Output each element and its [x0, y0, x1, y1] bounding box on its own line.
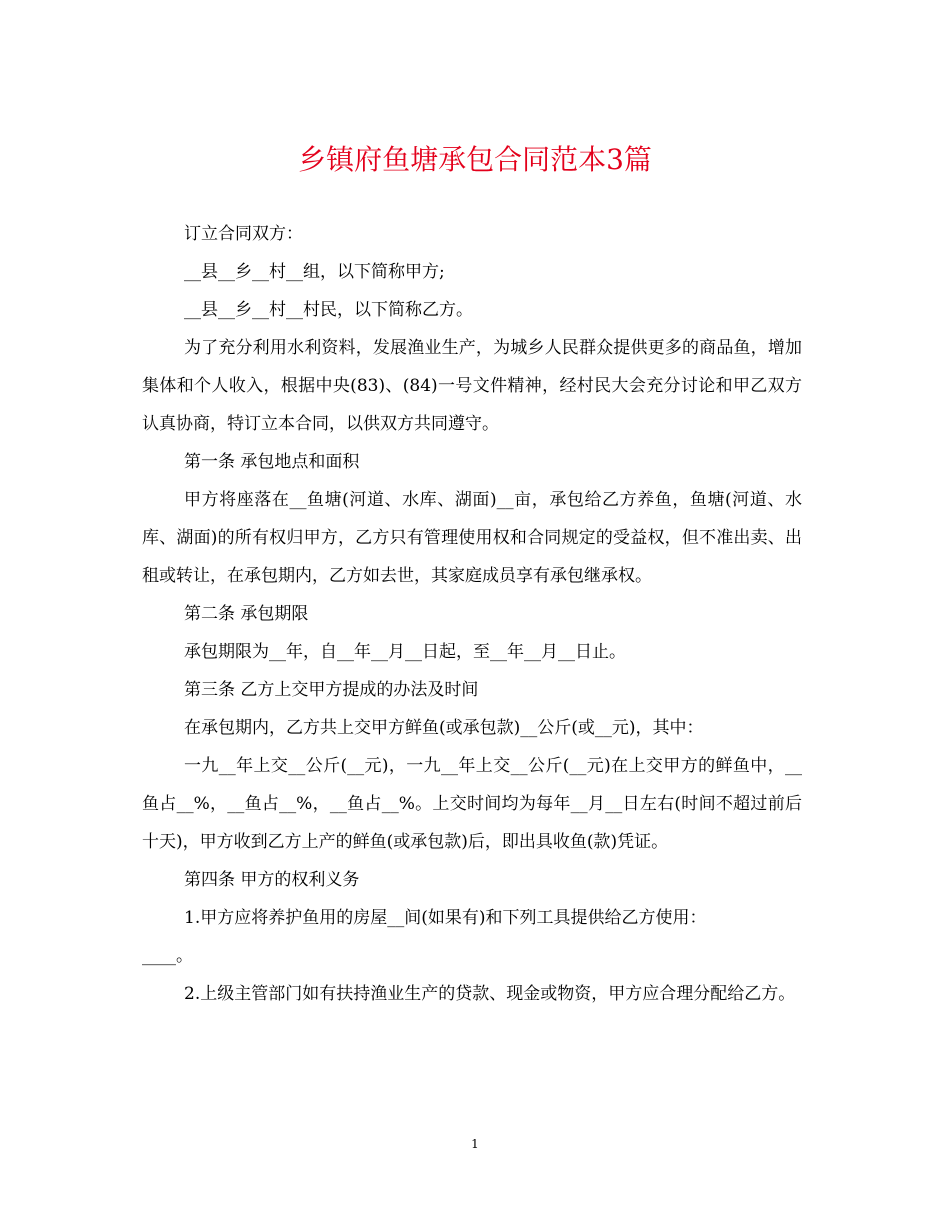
paragraph-parties-intro: 订立合同双方：	[184, 224, 303, 244]
article-4-item-1: 1.甲方应将养护鱼用的房屋__间(如果有)和下列工具提供给乙方使用：	[184, 908, 707, 928]
article-3-body-2: 一九__年上交__公斤(__元)，一九__年上交__公斤(__元)在上交甲方的鲜鱼中，__鱼占__%，__鱼占__%，__鱼占__%。上交时间均为每年__月__日左右(时间不超过前后十天)，甲方收到乙方上产的鲜鱼(或承包款)后，即出具收鱼(款)凭证。	[142, 756, 802, 852]
page-number: 1	[471, 1137, 479, 1151]
article-1-body: 甲方将座落在__鱼塘(河道、水库、湖面)__亩，承包给乙方养鱼，鱼塘(河道、水库、湖面)的所有权归甲方，乙方只有管理使用权和合同规定的受益权，但不准出卖、出租或转让，在承包期内，乙方如去世，其家庭成员享有承包继承权。	[142, 490, 802, 586]
article-4-heading: 第四条 甲方的权利义务	[184, 870, 360, 890]
document-body	[142, 215, 802, 1013]
article-3-body-1: 在承包期内，乙方共上交甲方鲜鱼(或承包款)__公斤(或__元)，其中：	[184, 718, 704, 738]
document-title: 乡镇府鱼塘承包合同范本3篇	[298, 143, 652, 176]
paragraph-party-a: __县__乡__村__组，以下简称甲方;	[184, 262, 445, 282]
article-3-heading: 第三条 乙方上交甲方提成的办法及时间	[184, 680, 479, 700]
article-4-item-2: 2.上级主管部门如有扶持渔业生产的贷款、现金或物资，甲方应合理分配给乙方。	[184, 984, 796, 1004]
paragraph-party-b: __县__乡__村__村民，以下简称乙方。	[184, 300, 473, 320]
article-2-body: 承包期限为__年，自__年__月__日起，至__年__月__日止。	[184, 642, 626, 662]
article-4-item-1-blank: ____。	[142, 946, 193, 966]
paragraph-purpose: 为了充分利用水利资料，发展渔业生产，为城乡人民群众提供更多的商品鱼，增加集体和个人收入，根据中央(83)、(84)一号文件精神，经村民大会充分讨论和甲乙双方认真协商，特订立本合同，以供双方共同遵守。	[142, 338, 802, 434]
article-1-heading: 第一条 承包地点和面积	[184, 452, 360, 472]
article-2-heading: 第二条 承包期限	[184, 604, 309, 624]
